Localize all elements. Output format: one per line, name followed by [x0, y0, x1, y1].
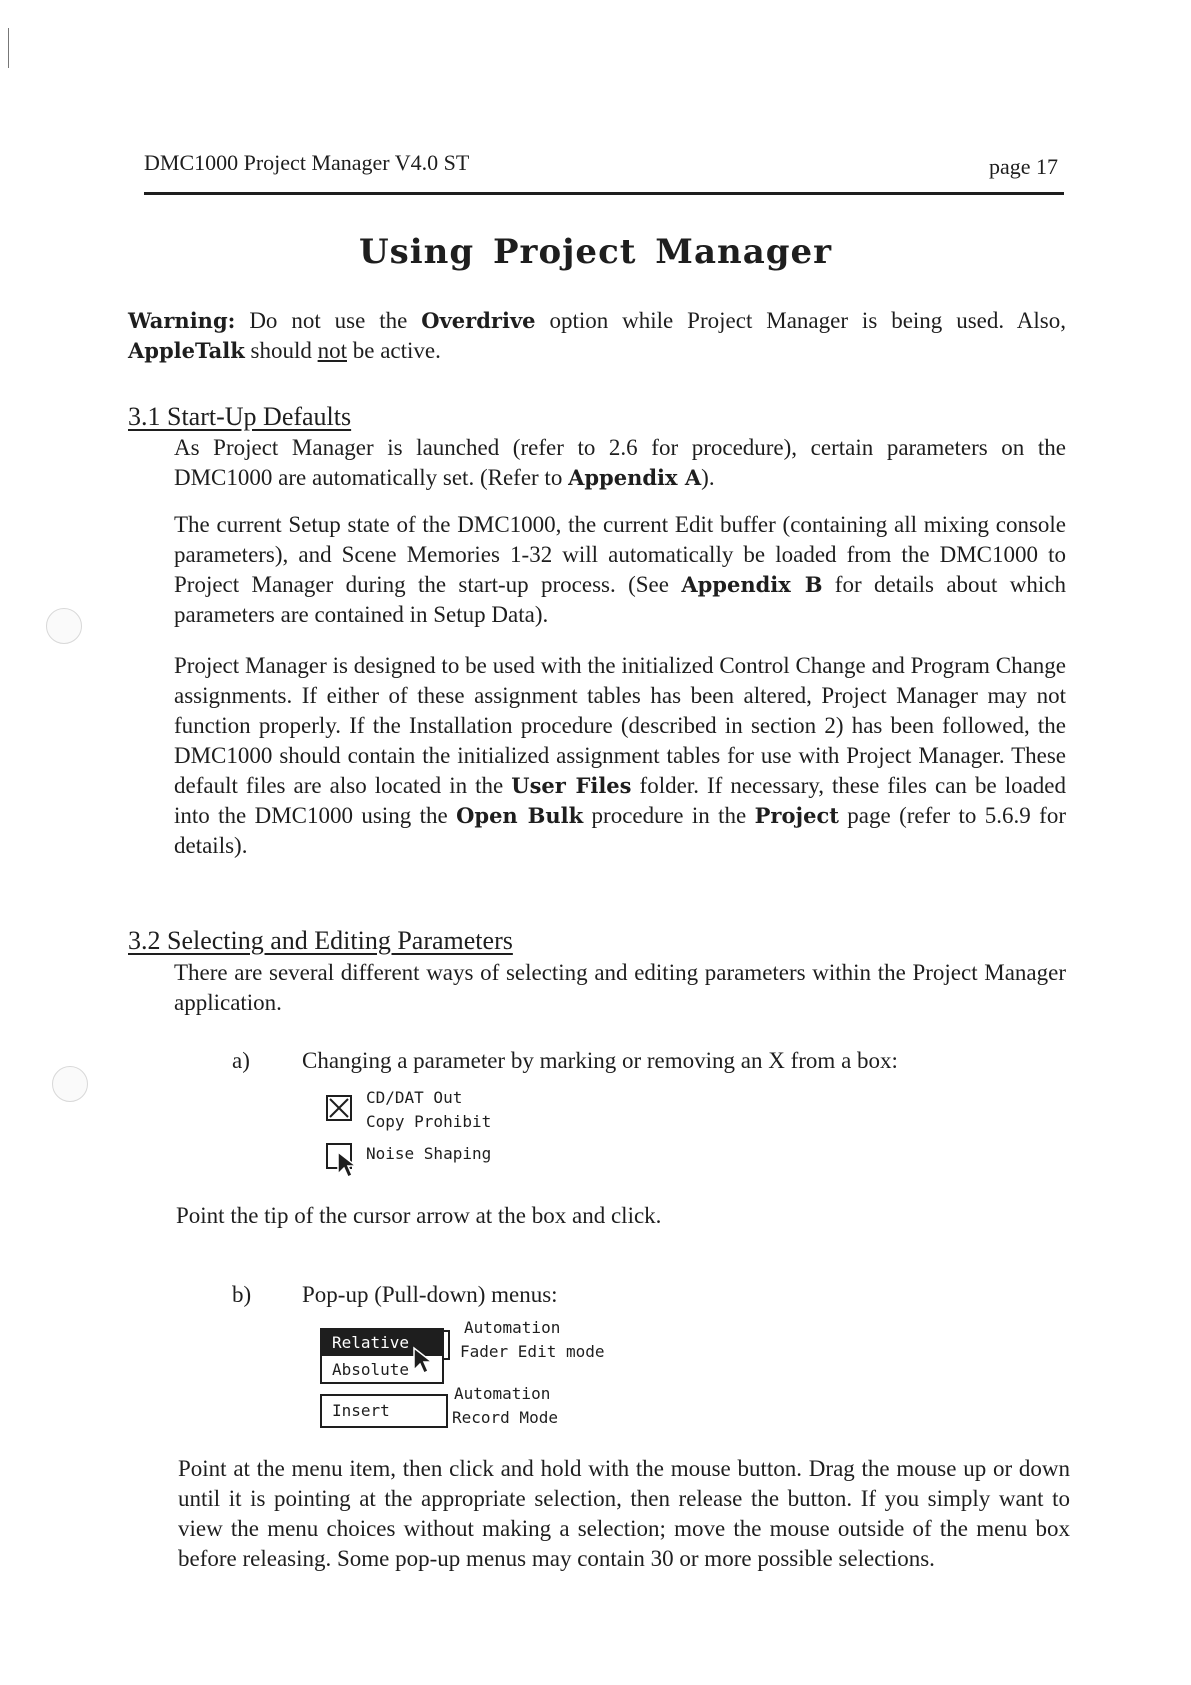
not-emphasis: not: [317, 338, 347, 363]
open-bulk-term: Open Bulk: [456, 803, 584, 828]
p1-text-a: As Project Manager is launched (refer to 2.6 for procedure), certain parameters on the DMC1000 are automatically set. (Refer to: [174, 435, 1066, 490]
copy-prohibit-label: Copy Prohibit: [366, 1112, 492, 1131]
cd-dat-copy-prohibit-checkbox[interactable]: [326, 1095, 352, 1121]
p1-text-c: ).: [701, 465, 715, 490]
p2-text-c: for details about which parameters are contained in Setup Data).: [174, 572, 1067, 627]
selecting-intro: There are several different ways of selecting and editing parameters within the Project Manager application.: [174, 960, 1066, 1015]
fader-edit-mode-label: Fader Edit mode: [460, 1342, 605, 1361]
user-files-term: User Files: [511, 773, 632, 798]
appletalk-term: AppleTalk: [128, 338, 245, 363]
binder-hole-bottom: [52, 1066, 88, 1102]
p3-text-a: Project Manager is designed to be used with the initialized Control Change and Program Change assignments. If either of these assignment tables has been altered, Project Manager may not function properly. If the Installation procedure (described in section 2) has been followed, the DMC1000 should contain the initialized assignment tables for use with Project Manager. These default files are also located in the: [174, 653, 1066, 798]
record-mode-popup[interactable]: Insert: [320, 1394, 448, 1428]
project-term: Project: [754, 803, 839, 828]
startup-paragraph-2: [174, 510, 1066, 630]
p3-text-c: folder. If necessary, these files can be loaded into the DMC1000 using the: [174, 773, 1066, 828]
popup-option-absolute[interactable]: Absolute: [332, 1360, 410, 1379]
p3-text-e: procedure in the: [583, 803, 755, 828]
page-number: page 17: [988, 154, 1058, 179]
x-mark-icon: [328, 1097, 350, 1119]
warning-text-3: should: [244, 338, 318, 363]
item-a-text: Changing a parameter by marking or removing an X from a box:: [302, 1048, 898, 1073]
section-heading-selecting: 3.2 Selecting and Editing Parameters: [128, 926, 513, 955]
item-b-label: b): [232, 1282, 252, 1307]
header-title: DMC1000 Project Manager V4.0 ST: [144, 150, 470, 175]
cd-dat-out-label: CD/DAT Out: [366, 1088, 463, 1107]
binder-hole-top: [46, 608, 82, 644]
record-mode-label: Record Mode: [452, 1408, 558, 1427]
item-b-instruction: Point at the menu item, then click and hold with the mouse button. Drag the mouse up or down until it is pointing at the appropriate selection, then release the button. If you simply want to view the menu choices without making a selection; move the mouse outside of the menu box before releasing. Some pop-up menus may contain 30 or more possible selections.: [178, 1456, 1070, 1571]
p3-text-g: page (refer to 5.6.9 for details).: [174, 803, 1066, 858]
noise-shaping-label: Noise Shaping: [366, 1144, 492, 1163]
startup-paragraph-1: [174, 433, 1066, 493]
page-title: Using Project Manager: [358, 232, 833, 272]
popup-shadow: [442, 1330, 450, 1360]
record-automation-label: Automation: [454, 1384, 551, 1403]
p2-text-a: The current Setup state of the DMC1000, the current Edit buffer (containing all mixing console parameters), and Scene Memories 1-32 will automatically be loaded from the DMC1000 to Project Manager during the start-up process. (See: [174, 512, 1066, 597]
header-rule: [144, 192, 1064, 195]
startup-paragraph-3: [174, 651, 1066, 861]
item-a-label: a): [232, 1048, 250, 1073]
item-b-text: Pop-up (Pull-down) menus:: [302, 1282, 558, 1307]
fader-automation-label: Automation: [464, 1318, 561, 1337]
appendix-a-ref: Appendix A: [568, 465, 702, 490]
warning-text-4: be active.: [347, 338, 441, 363]
warning-label: Warning:: [128, 308, 236, 333]
popup-option-relative[interactable]: Relative: [322, 1330, 442, 1356]
warning-text-2: option while Project Manager is being used. Also,: [535, 308, 1066, 333]
overdrive-term: Overdrive: [421, 308, 536, 333]
item-a-instruction: Point the tip of the cursor arrow at the box and click.: [176, 1203, 662, 1228]
appendix-b-ref: Appendix B: [681, 572, 823, 597]
section-heading-startup: 3.1 Start-Up Defaults: [128, 402, 352, 431]
warning-paragraph: [128, 306, 1066, 366]
scan-mark: [8, 28, 9, 68]
arrow-cursor-icon: [336, 1150, 358, 1180]
warning-text-1: Do not use the: [235, 308, 422, 333]
arrow-cursor-icon: [412, 1346, 434, 1376]
